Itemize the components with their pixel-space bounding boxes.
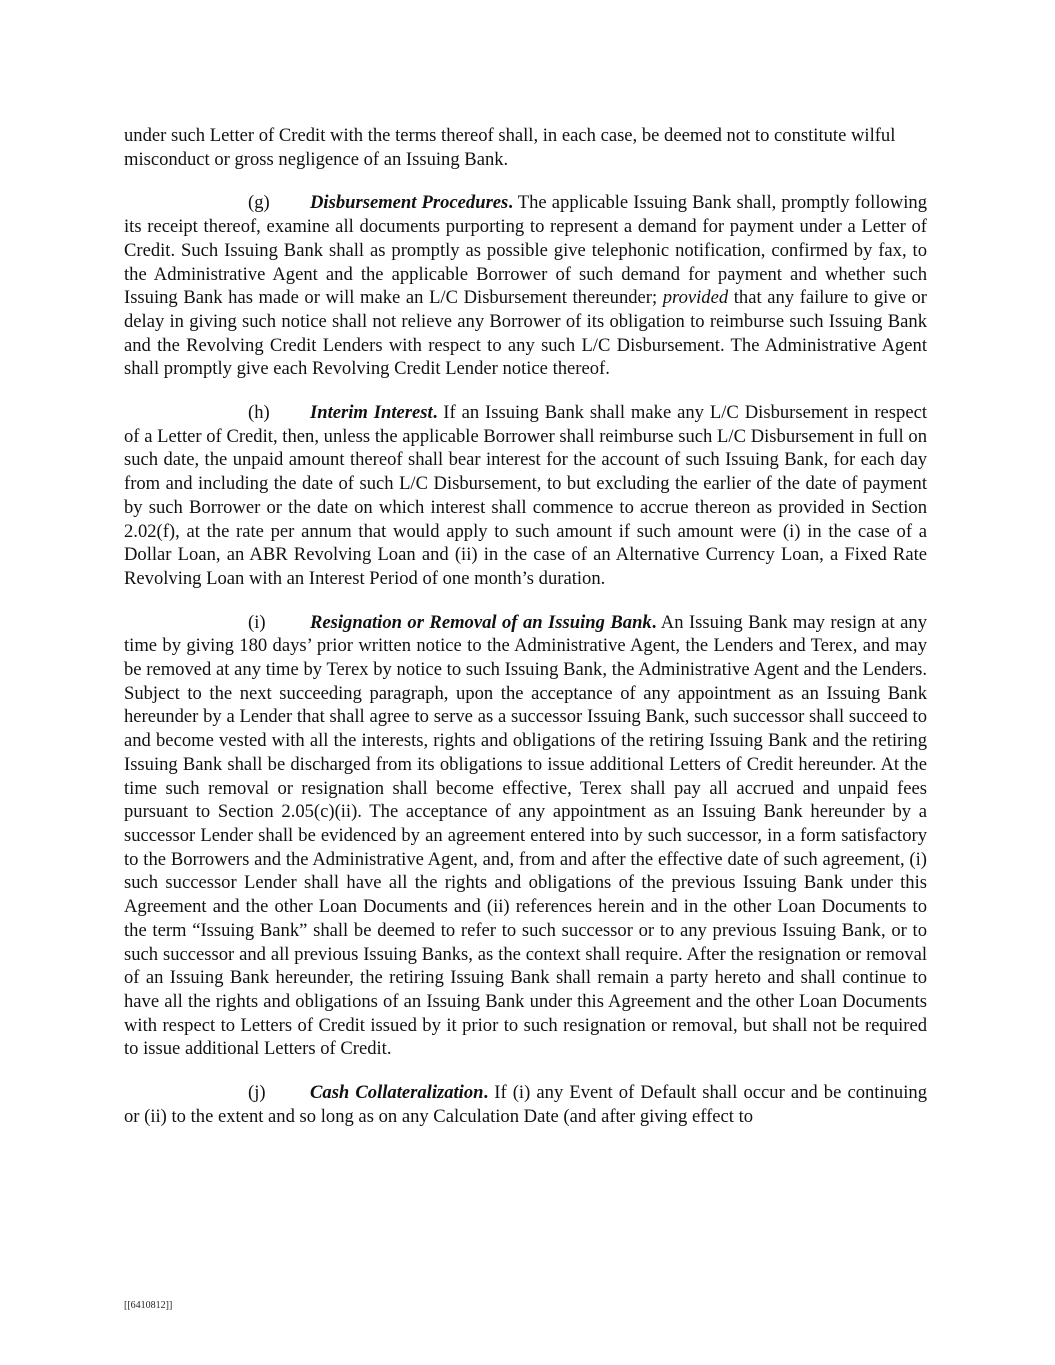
section-number: (h) — [248, 402, 270, 424]
section-text: If (i) any Event of Default shall occur and be continuing or (ii) to the extent and so long as on any Calculation Date (and after giving effect to — [124, 1082, 927, 1127]
section-h-paragraph: (h) Interim Interest. If an Issuing Bank shall make any L/C Disbursement in respect of a Letter of Credit, then, unless the applicable Borrower shall reimburse such L/C Disbursement in full on such date, the unpaid amount thereof shall bear interest for the account of such Issuing Bank, for each day from and including the date of such L/C Disbursement, to but excluding the earlier of the date of payment by such Borrower or the date on which interest shall commence to accrue thereon as provided in Section 2.02(f), at the rate per annum that would apply to such amount if such amount were (i) in the case of a Dollar Loan, an ABR Revolving Loan and (ii) in the case of an Alternative Currency Loan, a Fixed Rate Revolving Loan with an Interest Period of one month’s duration. — [124, 402, 927, 589]
section-text: that any failure to give or delay in giving such notice shall not relieve any Borrower of its obligation to reimburse such Issuing Bank and the Revolving Credit Lenders with respect to any such L/C Disbursement. The Administrative Agent shall promptly give each Revolving Credit Lender notice thereof. — [124, 287, 927, 380]
section-italic-term: provided — [662, 287, 729, 309]
section-number: (g) — [248, 192, 270, 214]
section-text: The applicable Issuing Bank shall, promptly following its receipt thereof, examine all documents purporting to represent a demand for payment under a Letter of Credit. Such Issuing Bank shall as promptly as possible give telephonic notification, confirmed by fax, to the Administrative Agent and the applicable Borrower of such demand for payment and whether such Issuing Bank has made or will make an L/C Disbursement thereunder; — [124, 192, 927, 309]
section-heading: Resignation or Removal of an Issuing Bank — [310, 611, 652, 633]
section-number: (i) — [248, 611, 266, 633]
section-text: If an Issuing Bank shall make any L/C Disbursement in respect of a Letter of Credit, then, unless the applicable Borrower shall reimburse such L/C Disbursement in full on such date, the unpaid amount thereof shall bear interest for the account of such Issuing Bank, for each day from and including the date of such L/C Disbursement, to but excluding the earlier of the date of payment by such Borrower or the date on which interest shall commence to accrue thereon as provided in Section 2.02(f), at the rate per annum that would apply to such amount if such amount were (i) in the case of a Dollar Loan, an ABR Revolving Loan and (ii) in the case of an Alternative Currency Loan, a Fixed Rate Revolving Loan with an Interest Period of one month’s duration. — [124, 402, 927, 589]
section-number: (j) — [248, 1082, 266, 1104]
section-j-paragraph: (j) Cash Collateralization. If (i) any Event of Default shall occur and be continuing or (ii) to the extent and so long as on any Calculation Date (and after giving effect to — [124, 1082, 927, 1127]
document-id-footer: [[6410812]] — [124, 1300, 173, 1311]
section-i-paragraph: (i) Resignation or Removal of an Issuing Bank. An Issuing Bank may resign at any time by giving 180 days’ prior written notice to the Administrative Agent, the Lenders and Terex, and may be removed at any time by Terex by notice to such Issuing Bank, the Administrative Agent and the Lenders. Subject to the next succeeding paragraph, upon the acceptance of any appointment as an Issuing Bank hereunder by a Lender that shall agree to serve as a successor Issuing Bank, such successor shall succeed to and become vested with all the interests, rights and obligations of the retiring Issuing Bank and the retiring Issuing Bank shall be discharged from its obligations to issue additional Letters of Credit hereunder. At the time such removal or resignation shall become effective, Terex shall pay all accrued and unpaid fees pursuant to Section 2.05(c)(ii). The acceptance of any appointment as an Issuing Bank hereunder by a successor Lender shall be evidenced by an agreement entered into by such successor, in a form satisfactory to the Borrowers and the Administrative Agent, and, from and after the effective date of such agreement, (i) such successor Lender shall have all the rights and obligations of the previous Issuing Bank under this Agreement and the other Loan Documents and (ii) references herein and in the other Loan Documents to the term “Issuing Bank” shall be deemed to refer to such successor or to any previous Issuing Bank, or to such successor and all previous Issuing Banks, as the context shall require. After the resignation or removal of an Issuing Bank hereunder, the retiring Issuing Bank shall remain a party hereto and shall continue to have all the rights and obligations of an Issuing Bank under this Agreement and the other Loan Documents with respect to Letters of Credit issued by it prior to such resignation or removal, but shall not be required to issue additional Letters of Credit. — [124, 611, 927, 1060]
section-heading: Cash Collateralization — [310, 1082, 484, 1104]
section-text: An Issuing Bank may resign at any time by giving 180 days’ prior written notice to the Administrative Agent, the Lenders and Terex, and may be removed at any time by Terex by notice to such Issuing Bank, the Administrative Agent and the Lenders. Subject to the next succeeding paragraph, upon the acceptance of any appointment as an Issuing Bank hereunder by a Lender that shall agree to serve as a successor Issuing Bank, such successor shall succeed to and become vested with all the interests, rights and obligations of the retiring Issuing Bank and the retiring Issuing Bank shall be discharged from its obligations to issue additional Letters of Credit hereunder. At the time such removal or resignation shall become effective, Terex shall pay all accrued and unpaid fees pursuant to Section 2.05(c)(ii). The acceptance of any appointment as an Issuing Bank hereunder by a successor Lender shall be evidenced by an agreement entered into by such successor, in a form satisfactory to the Borrowers and the Administrative Agent, and, from and after the effective date of such agreement, (i) such successor Lender shall have all the rights and obligations of the previous Issuing Bank under this Agreement and the other Loan Documents and (ii) references herein and in the other Loan Documents to the term “Issuing Bank” shall be deemed to refer to such successor or to any previous Issuing Bank, or to such successor and all previous Issuing Banks, as the context shall require. After the resignation or removal of an Issuing Bank hereunder, the retiring Issuing Bank shall remain a party hereto and shall continue to have all the rights and obligations of an Issuing Bank under this Agreement and the other Loan Documents with respect to Letters of Credit issued by it prior to such resignation or removal, but shall not be required to issue additional Letters of Credit. — [124, 611, 927, 1060]
section-heading: Disbursement Procedures — [310, 192, 509, 214]
document-page — [124, 124, 927, 1128]
intro-paragraph: under such Letter of Credit with the terms thereof shall, in each case, be deemed not to constitute wilful misconduct or gross negligence of an Issuing Bank. — [124, 125, 896, 170]
section-g-paragraph: (g) Disbursement Procedures. The applicable Issuing Bank shall, promptly following its receipt thereof, examine all documents purporting to represent a demand for payment under a Letter of Credit. Such Issuing Bank shall as promptly as possible give telephonic notification, confirmed by fax, to the Administrative Agent and the applicable Borrower of such demand for payment and whether such Issuing Bank has made or will make an L/C Disbursement thereunder; provided that any failure to give or delay in giving such notice shall not relieve any Borrower of its obligation to reimburse such Issuing Bank and the Revolving Credit Lenders with respect to any such L/C Disbursement. The Administrative Agent shall promptly give each Revolving Credit Lender notice thereof. — [124, 192, 927, 380]
section-heading: Interim Interest — [310, 402, 433, 424]
